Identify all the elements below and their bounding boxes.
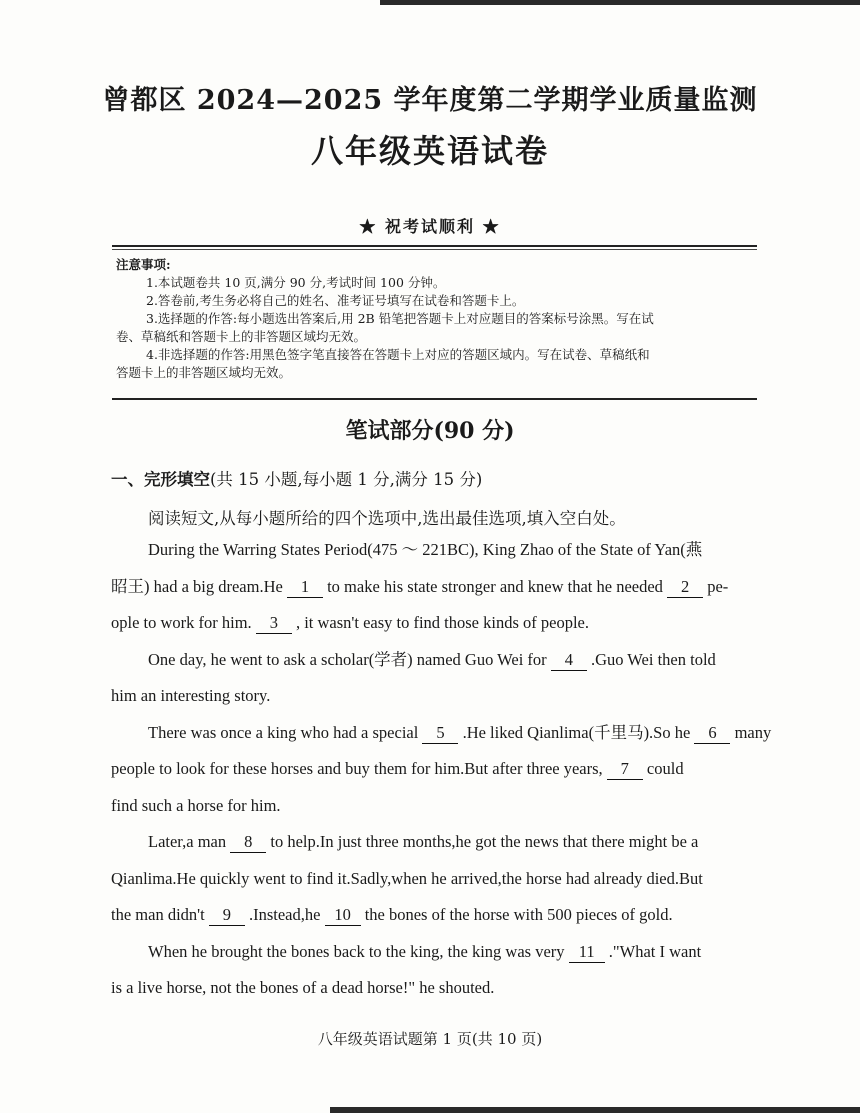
passage-line: the man didn't 9 .Instead,he 10 the bones of the horse with 500 pieces of gold. xyxy=(111,905,673,924)
scan-edge-bottom xyxy=(330,1107,860,1113)
exam-title: 曾都区 2024—2025 学年度第二学期学业质量监测 xyxy=(102,85,758,116)
part-title-rest: (共 15 小题,每小题 1 分,满分 15 分) xyxy=(210,470,483,489)
notice-top-rule xyxy=(112,245,757,247)
good-luck-banner: ★ 祝考试顺利 ★ xyxy=(359,217,501,236)
blank-4: 4 xyxy=(551,650,587,671)
blank-6: 6 xyxy=(694,723,730,744)
notice-heading: 注意事项: xyxy=(116,257,171,272)
passage-line: One day, he went to ask a scholar(学者) named Guo Wei for 4 .Guo Wei then told xyxy=(148,649,716,669)
blank-2: 2 xyxy=(667,577,703,598)
passage-line: During the Warring States Period(475 ～ 221BC), King Zhao of the State of Yan(燕 xyxy=(148,540,703,559)
notice-item: 4.非选择题的作答:用黑色签字笔直接答在答题卡上对应的答题区域内。写在试卷、草稿纸和 xyxy=(146,347,650,362)
blank-3: 3 xyxy=(256,613,292,634)
blank-11: 11 xyxy=(569,942,605,963)
blank-8: 8 xyxy=(230,832,266,853)
exam-subtitle: 八年级英语试卷 xyxy=(310,132,549,170)
cloze-passage xyxy=(111,532,772,1007)
blank-9: 9 xyxy=(209,905,245,926)
passage-line: him an interesting story. xyxy=(111,686,271,705)
scan-edge-top xyxy=(380,0,860,5)
notice-bottom-rule xyxy=(112,398,757,400)
page-footer: 八年级英语试题第 1 页(共 10 页) xyxy=(317,1030,543,1048)
blank-7: 7 xyxy=(607,759,643,780)
notice-top-rule-thin xyxy=(112,249,757,250)
passage-line: Qianlima.He quickly went to find it.Sadly,when he arrived,the horse had already died.But xyxy=(111,868,703,888)
notice-item-cont: 卷、草稿纸和答题卡上的非答题区域均无效。 xyxy=(116,329,367,344)
blank-1: 1 xyxy=(287,577,323,598)
part-instruction: 阅读短文,从每小题所给的四个选项中,选出最佳选项,填入空白处。 xyxy=(148,509,626,528)
part-title xyxy=(111,466,482,490)
passage-line: Later,a man 8 to help.In just three months,he got the news that there might be a xyxy=(148,832,699,851)
blank-5: 5 xyxy=(422,723,458,744)
passage-line: When he brought the bones back to the king, the king was very 11 ."What I want xyxy=(148,941,702,961)
notice-item: 3.选择题的作答:每小题选出答案后,用 2B 铅笔把答题卡上对应题目的答案标号涂黑。写在试 xyxy=(146,311,654,326)
passage-line: 昭王) had a big dream.He 1 to make his state stronger and knew that he needed 2 pe- xyxy=(111,576,729,596)
blank-10: 10 xyxy=(325,905,361,926)
section-title: 笔试部分(90 分) xyxy=(345,418,515,444)
notice-box xyxy=(116,256,756,382)
notice-item: 2.答卷前,考生务必将自己的姓名、准考证号填写在试卷和答题卡上。 xyxy=(146,293,525,308)
notice-item-cont: 答题卡上的非答题区域均无效。 xyxy=(116,365,292,380)
part-title-bold: 一、完形填空 xyxy=(111,470,210,489)
passage-line: find such a horse for him. xyxy=(111,795,281,815)
passage-line: people to look for these horses and buy them for him.But after three years, 7 could xyxy=(111,759,684,778)
passage-line: ople to work for him. 3 , it wasn't easy to find those kinds of people. xyxy=(111,613,589,632)
passage-line: There was once a king who had a special 5 .He liked Qianlima(千里马).So he 6 many xyxy=(148,722,772,742)
notice-item: 1.本试题卷共 10 页,满分 90 分,考试时间 100 分钟。 xyxy=(146,275,446,290)
passage-line: is a live horse, not the bones of a dead horse!" he shouted. xyxy=(111,978,495,997)
